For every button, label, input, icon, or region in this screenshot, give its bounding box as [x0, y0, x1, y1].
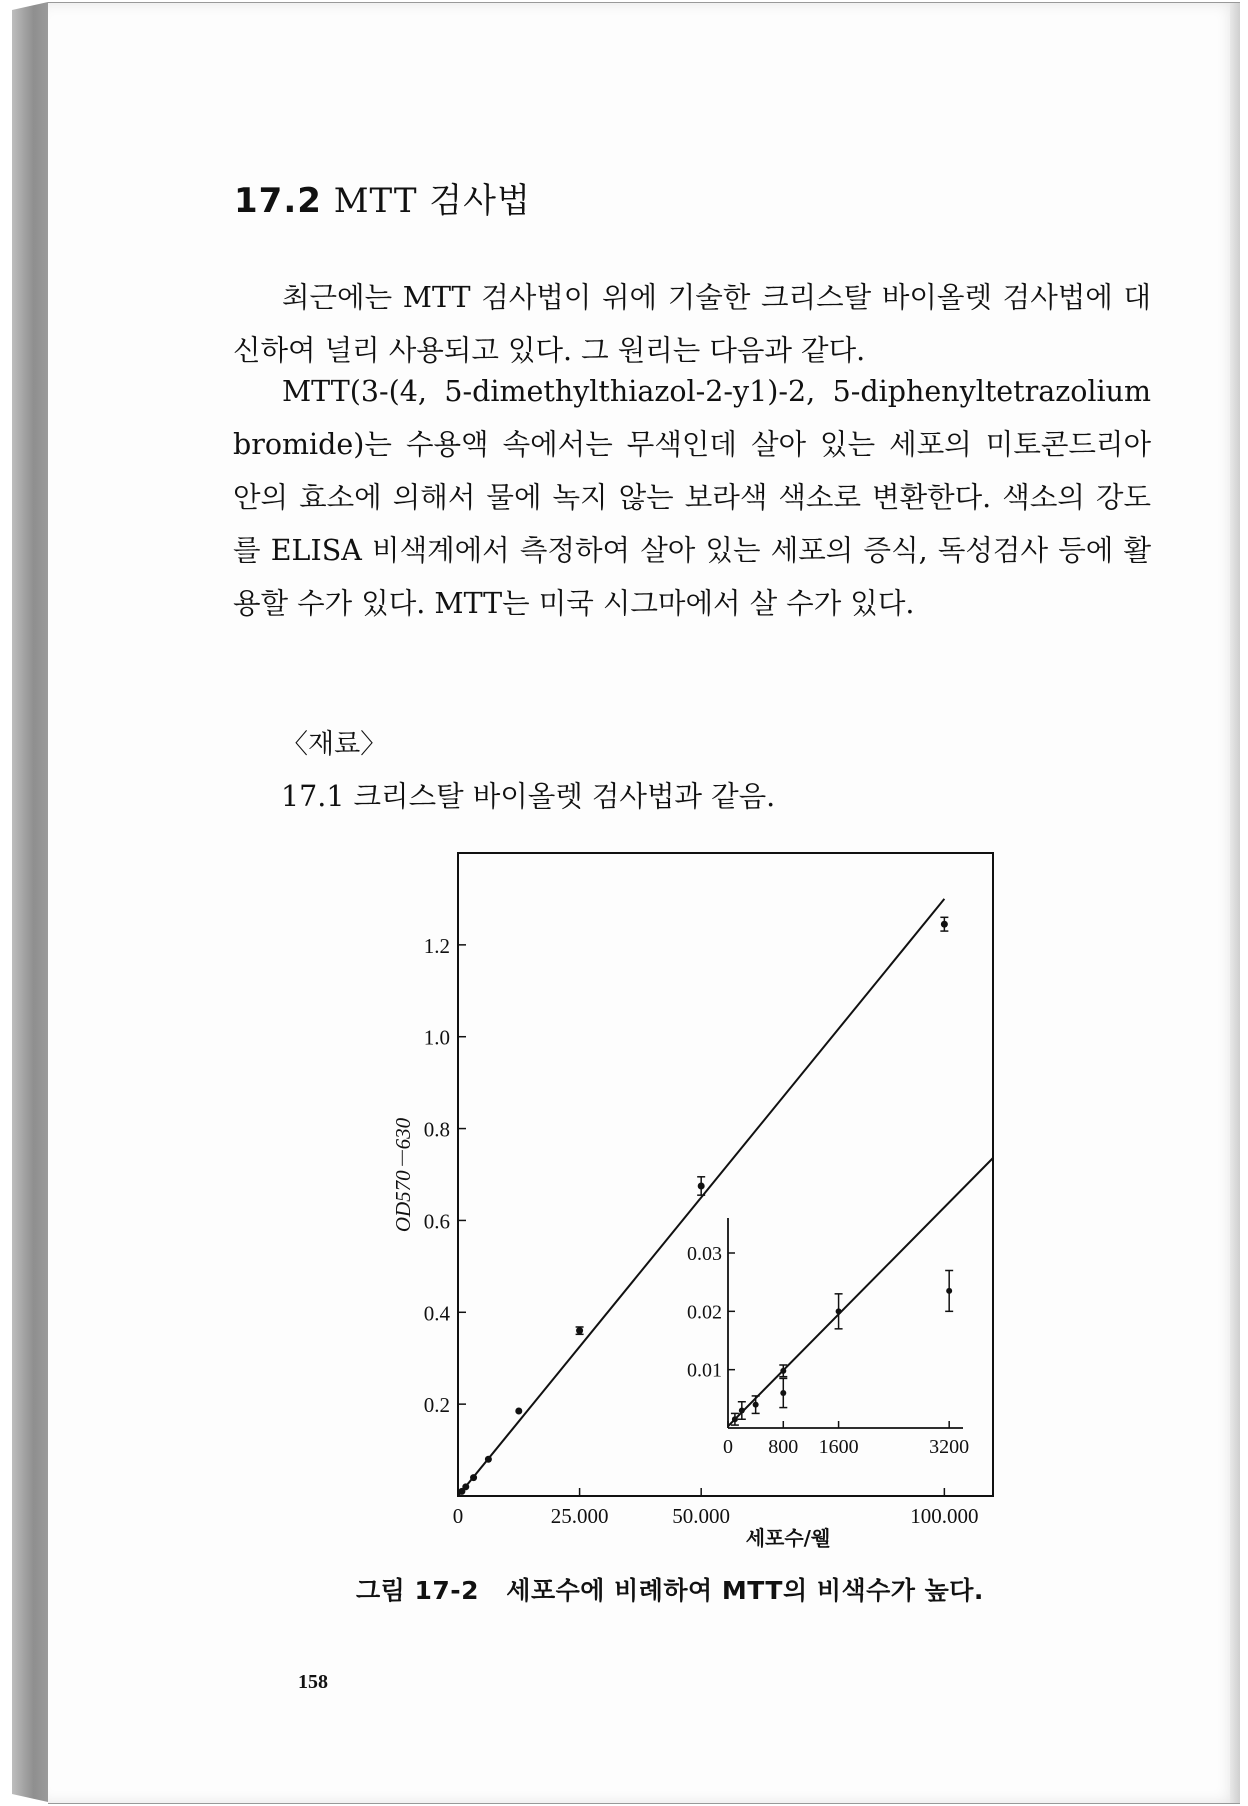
- main-data-point: [462, 1483, 469, 1490]
- inset-data-point: [836, 1308, 842, 1314]
- figure-chart: [348, 833, 1028, 1573]
- x-tick-label: 50.000: [672, 1504, 731, 1528]
- materials-text: 17.1 크리스탈 바이올렛 검사법과 같음.: [281, 780, 776, 813]
- inset-data-point: [946, 1288, 952, 1294]
- figure-caption: [356, 1571, 984, 1607]
- book-spine-edge: [12, 2, 48, 1802]
- inset-y-tick-label: 0.01: [687, 1359, 722, 1382]
- inset-y-tick-label: 0.02: [687, 1301, 722, 1324]
- x-tick-label: 100.000: [910, 1504, 979, 1528]
- inset-x-tick-label: 1600: [818, 1436, 859, 1458]
- inset-x-tick-label: 0: [723, 1436, 733, 1458]
- inset-data-point: [780, 1390, 786, 1396]
- main-data-point: [576, 1327, 583, 1334]
- page-number: 158: [298, 1671, 328, 1693]
- main-data-point: [470, 1474, 477, 1481]
- inset-data-point: [753, 1402, 759, 1408]
- x-tick-label: 0: [452, 1504, 464, 1528]
- figure-caption-text: 세포수에 비례하여 MTT의 비색수가 높다.: [506, 1576, 984, 1605]
- book-page: [48, 2, 1240, 1804]
- y-tick-label: 0.2: [423, 1393, 450, 1418]
- y-axis-label: OD570－630: [391, 1117, 415, 1233]
- y-tick-label: 0.6: [423, 1209, 450, 1234]
- section-number: 17.2: [234, 181, 322, 221]
- page-right-edge: [1230, 3, 1240, 1803]
- materials-heading: 〈재료〉: [281, 729, 388, 760]
- chart-svg: [348, 833, 1028, 1573]
- section-title-text: MTT 검사법: [333, 181, 531, 221]
- x-tick-label: 25.000: [550, 1504, 609, 1528]
- section-title: [234, 173, 531, 222]
- x-axis-label: 세포수/웰: [745, 1526, 831, 1550]
- figure-caption-number: 그림 17-2: [356, 1576, 480, 1605]
- inset-y-tick-label: 0.03: [687, 1243, 722, 1265]
- main-data-point: [698, 1182, 705, 1189]
- y-tick-label: 0.4: [423, 1301, 450, 1326]
- y-tick-label: 0.8: [423, 1117, 450, 1142]
- y-tick-label: 1.0: [423, 1025, 450, 1050]
- paragraph-mtt-principle: MTT(3-(4, 5-dimethylthiazol-2-y1)-2, 5-diphenyltetrazolium bromide)는 수용액 속에서는 무색인데 살아 있는 세포의 미토콘드리아 안의 효소에 의해서 물에 녹지 않는 보라색 색소로 변환한다. 색소의 강도를 ELISA 비색계에서 측정하여 살아 있는 세포의 증식, 독성검사 등에 활용할 수가 있다. MTT는 미국 시그마에서 살 수가 있다.: [233, 375, 1151, 620]
- main-data-point: [515, 1408, 522, 1415]
- paragraph-intro: 최근에는 MTT 검사법이 위에 기술한 크리스탈 바이올렛 검사법에 대신하여 널리 사용되고 있다. 그 원리는 다음과 같다.: [233, 281, 1151, 367]
- inset-data-point: [732, 1416, 738, 1422]
- main-plot-frame: [458, 853, 993, 1496]
- main-fit-line: [458, 899, 944, 1496]
- inset-fit-line: [728, 1158, 993, 1426]
- inset-data-point: [780, 1368, 786, 1374]
- inset-data-point: [739, 1408, 745, 1414]
- main-data-point: [485, 1456, 492, 1463]
- y-tick-label: 1.2: [423, 933, 450, 958]
- inset-x-tick-label: 800: [768, 1436, 799, 1458]
- main-data-point: [941, 921, 948, 928]
- inset-x-tick-label: 3200: [929, 1436, 970, 1458]
